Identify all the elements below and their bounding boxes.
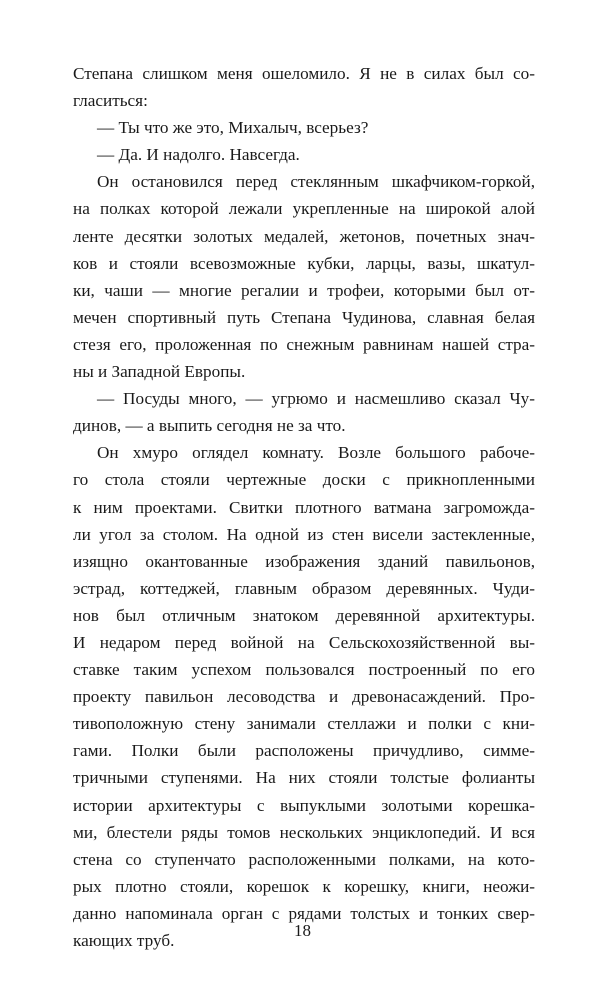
text-line: нов был отличным знатоком деревянной архитектуры.: [73, 605, 535, 625]
text-line: на полках которой лежали укрепленные на широкой алой: [73, 199, 535, 219]
text-line: ми, блестели ряды томов нескольких энциклопедий. И вся: [73, 822, 535, 842]
paragraph: [73, 168, 535, 385]
text-line: стена со ступенчато расположенными полками, на кото-: [73, 849, 535, 869]
text-line: — Да. И надолго. Навсегда.: [97, 145, 300, 165]
text-line: динов, — а выпить сегодня не за что.: [73, 416, 346, 436]
text-line: Он остановился перед стеклянным шкафчиком-горкой,: [97, 172, 535, 192]
text-line: гласиться:: [73, 91, 148, 111]
page-number: 18: [294, 921, 311, 940]
text-line: Он хмуро оглядел комнату. Возле большого рабоче-: [97, 443, 535, 463]
paragraph: [73, 141, 535, 168]
text-line: тивоположную стену занимали стеллажи и полки с кни-: [73, 714, 535, 734]
text-line: — Ты что же это, Михалыч, всерьез?: [97, 118, 369, 138]
text-line: кающих труб.: [73, 931, 175, 950]
text-line: ки, чаши — многие регалии и трофеи, которыми был от-: [73, 280, 535, 300]
text-line: данно напоминала орган с рядами толстых и тонких свер-: [73, 903, 535, 923]
text-line: го стола стояли чертежные доски с прикнопленными: [73, 470, 535, 490]
text-line: истории архитектуры с выпуклыми золотыми корешка-: [73, 795, 535, 815]
text-line: Степана слишком меня ошеломило. Я не в силах был со-: [73, 64, 535, 83]
paragraph: [73, 385, 535, 439]
text-line: — Посуды много, — угрюмо и насмешливо сказал Чу-: [97, 389, 535, 409]
text-line: ленте десятки золотых медалей, жетонов, почетных знач-: [73, 226, 535, 246]
text-line: ли угол за столом. На одной из стен висели застекленные,: [73, 524, 535, 544]
text-line: изящно окантованные изображения зданий павильонов,: [73, 551, 535, 571]
text-line: ны и Западной Европы.: [73, 362, 246, 382]
body-text: [73, 60, 535, 954]
text-line: рых плотно стояли, корешок к корешку, книги, неожи-: [73, 876, 535, 896]
paragraph: [73, 439, 535, 954]
text-line: эстрад, коттеджей, главным образом деревянных. Чуди-: [73, 578, 535, 598]
paragraph: [73, 114, 535, 141]
text-line: ставке таким успехом пользовался построенный по его: [73, 660, 535, 680]
text-line: стезя его, проложенная по снежным равнинам нашей стра-: [73, 334, 535, 354]
text-line: тричными ступенями. На них стояли толстые фолианты: [73, 768, 535, 788]
text-line: ков и стояли всевозможные кубки, ларцы, вазы, шкатул-: [73, 253, 535, 273]
text-line: И недаром перед войной на Сельскохозяйственной вы-: [73, 632, 535, 652]
text-line: мечен спортивный путь Степана Чудинова, славная белая: [73, 307, 535, 327]
text-line: гами. Полки были расположены причудливо, симме-: [73, 741, 535, 761]
text-line: проекту павильон лесоводства и древонасаждений. Про-: [73, 687, 535, 707]
text-line: к ним проектами. Свитки плотного ватмана загроможда-: [73, 497, 535, 517]
paragraph: [73, 60, 535, 114]
